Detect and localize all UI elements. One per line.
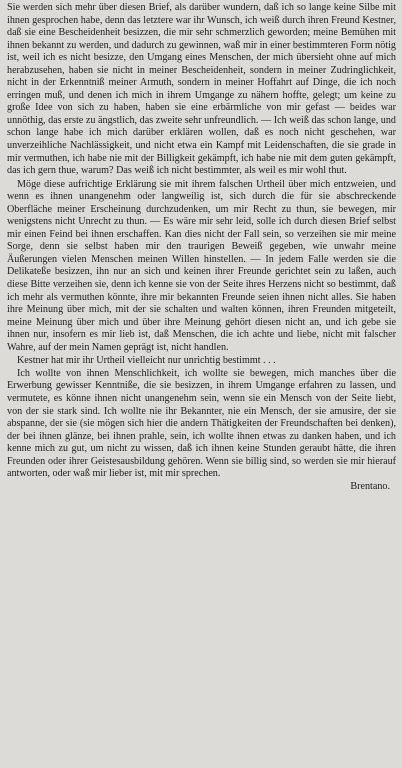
letter-paragraph-4: Ich wollte von ihnen Menschlichkeit, ich wollte sie bewegen, mich manches über die Erwerbung gewisser Kenntniße, die sie besizzen, in ihrem Umgange erfahren zu lassen, und vermutete, es könne ihnen nicht unangenehm sein, wenn sie ein Mensch von der Seite liebt, von der sie stark sind. Ich wollte nie ihr Bekannter, nie ein Mensch, der sie amusire, der sie abspanne, der sie (sie mögen sich hier die andern Thätigkeiten der Freundschaften bei denken), der bei ihnen glänze, bei ihnen prahle, sein, ich wollte ihnen etwas zu danken haben, und ich kenne mich zu gut, um nicht zu wissen, daß ich ihnen keine Stunden geraubt hätte, die ihren Freunden oder ihrer Geistesausbildung gehören. Wenn sie billig sind, so werden sie mir hierauf antworten, oder waß mir lieber ist, mit mir sprechen. <box>7 367 396 480</box>
signature: Brentano. <box>350 480 390 492</box>
letter-paragraph-3: Kestner hat mir ihr Urtheil vielleicht nur unrichtig bestimmt . . . <box>17 355 276 367</box>
letter-paragraph-2: Möge diese aufrichtige Erklärung sie mit ihrem falschen Urtheil über mich entzweien, und wenn es ihnen unangenehm oder langweilig ist, sich durch die für sie abschreckende Oberfläche meiner Erscheinung durchzudenken, um mir Recht zu thun, sie bewegen, mir wenigstens nicht Unrecht zu thun. — Es wäre mir sehr leid, solle ich durch diesen Brief selbst mir einen Feind bei ihnen erschaffen. Kan dies nicht der Fall sein, so verzeihen sie mir meine Sorge, denn sie selbst haben mir den traurigen Beweiß gegeben, wie unwahr meine Äußerungen vielen Menschen meinen Willen hinstellen. — In jedem Falle werden sie die Delikateße besizzen, ihn nur an sich und keinen ihrer Freunde gerichtet sein zu laßen, auch diese Bitte verzeihen sie, denn ich kenne sie von der Seite ihres Herzens nicht so bestimmt, daß ich mehr als vermuthen könnte, ihre mir bekannten Freunde seien ihnen nicht alles. Sie haben ihre Meinung über mich, mit der sie schalten und walten können, ihren Freunden mitgeteilt, meine Meinung über mich und über ihre Meinung gehört diesen nicht an, und ich gebe sie ihnen nur, insofern es mir lieb ist, daß Menschen, die ich achte und liebe, nicht mit falscher Wahre, auf der mein Namen geprägt ist, nicht handlen. <box>7 178 396 353</box>
letter-paragraph-1: Sie werden sich mehr über diesen Brief, als darüber wundern, daß ich so lange keine Silbe mit ihnen gesprochen habe, denn das letztere war ihr Wunsch, ich weiß durch ihren Freund Kestner, daß sie eine Bescheidenheit besizzen, die mir sehr schmerzlich geworden; meine Bemühen mit ihnen bekannt zu werden, und dadurch zu gewinnen, waß mir in einer bestimmteren Form nötig ist, weil ich es nicht besizze, den Umgang eines Menschen, der mich übersieht ohne auf mich herabzusehen, haben sie nicht in meiner Bescheidenheit, sondern in meiner Zudringlichkeit, nicht in der Erkenntniß meiner Armuth, sondern in meiner Hoffahrt auf Dinge, die ich noch erringen muß, und denen ich mich in ihrem Umgange zu nähern hoffte, gelegt; um keine zu große Idee von sich zu haben, haben sie eine erbärmliche von mir gefast — beides war unnöthig, das erste zu ängstlich, das zweite sehr unfreundlich. — Ich weiß das schon lange, und schon lange habe ich mich darüber erklären wollen, daß es noch nicht geschehen, war unverzeihliche Nachlässigkeit, und nicht etwa ein Kampf mit Leidenschaften, die sie grade in mir vermuthen, ich habe nie mit der Billigkeit gekämpft, ich habe nie mit dem guten gekämpft, das ich gern thue, warum? Das weiß ich nicht bestimmter, als weil es mir wohl thut. <box>7 2 396 177</box>
